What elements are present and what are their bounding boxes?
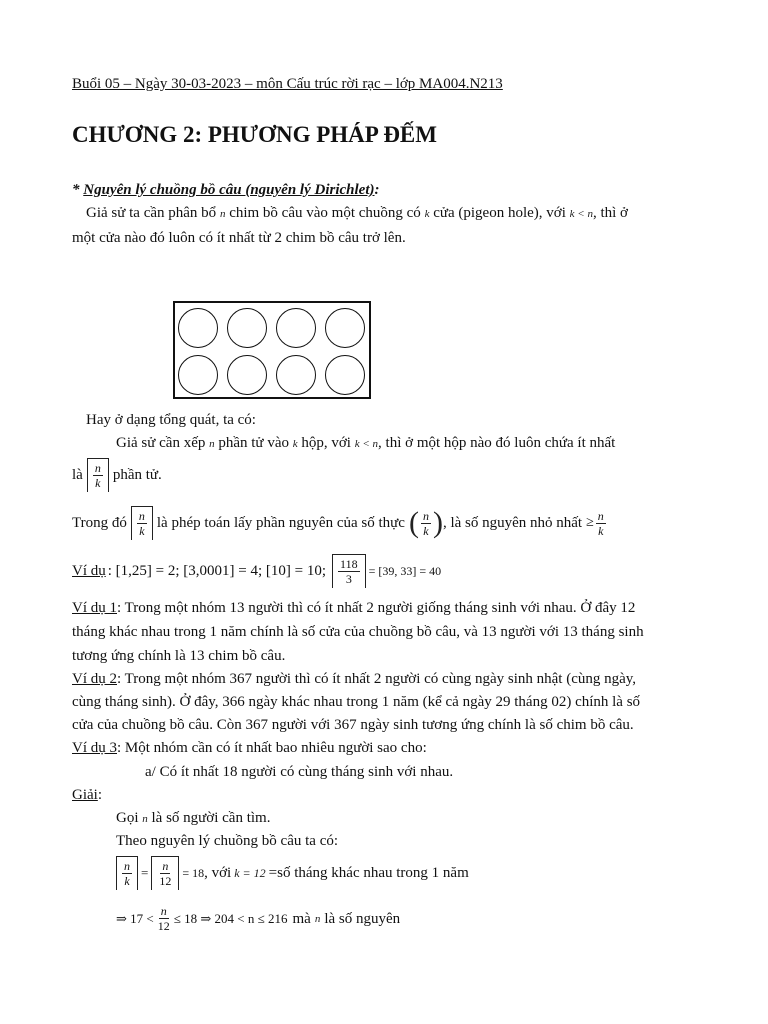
chapter-title: CHƯƠNG 2: PHƯƠNG PHÁP ĐẾM xyxy=(72,122,437,147)
pigeonhole-circle xyxy=(178,355,218,395)
ceiling-118-over-3: $\frac{118}{3}$ xyxy=(332,554,366,588)
pigeonhole-circle xyxy=(227,308,267,348)
intro-line-1: Giả sử ta cần phân bổ n chim bồ câu vào một chuồng có k cửa (pigeon hole), với k < n, thì ở xyxy=(86,205,628,221)
section-colon: : xyxy=(374,182,380,198)
ceiling-n-over-k: $\frac{n}{k}$ xyxy=(131,506,153,540)
solution-inequality: ⇒ 17 < $\frac{n}{12}$ ≤ 18 ⇒ 204 < n ≤ 216 mà n là số nguyên xyxy=(116,904,401,933)
example-2-line-3: cửa của chuồng bồ câu. Còn 367 người với 367 ngày sinh tương ứng chính là số chim bồ câu. xyxy=(72,717,634,733)
solution-line-2: Theo nguyên lý chuồng bồ câu ta có: xyxy=(116,833,339,849)
ceiling-n-over-k: $\frac{n}{k}$ xyxy=(87,458,109,492)
example-0: Ví dụ : [1,25] = 2; [3,0001] = 4; [10] = 10; $\frac{118}{3}$ = [39, 33] = 40 xyxy=(72,554,441,588)
section-heading xyxy=(72,180,380,200)
example-3-line-1: Ví dụ 3: Một nhóm cần có ít nhất bao nhiêu người sao cho: xyxy=(72,740,427,756)
math-k-lt-n: k < n xyxy=(569,208,593,220)
section-star: * xyxy=(72,182,84,198)
pigeonhole-diagram xyxy=(173,301,371,399)
section-heading-text: Nguyên lý chuồng bồ câu (nguyên lý Dirichlet) xyxy=(83,182,375,198)
pigeonhole-circle xyxy=(227,355,267,395)
pigeonhole-circle xyxy=(276,308,316,348)
example-1-line-2: tháng khác nhau trong 1 năm chính là số cửa của chuồng bồ câu, và 13 người với 13 tháng sinh xyxy=(72,624,644,640)
example-3-part-a: a/ Có ít nhất 18 người có cùng tháng sinh với nhau. xyxy=(145,764,454,780)
intro-line-2: một cửa nào đó luôn có ít nhất từ 2 chim bồ câu trở lên. xyxy=(72,230,406,246)
solution-line-1: Gọi n là số người cần tìm. xyxy=(116,810,271,826)
example-1-line-1: Ví dụ 1: Trong một nhóm 13 người thì có ít nhất 2 người giống tháng sinh với nhau. Ở đây 12 xyxy=(72,600,636,616)
solution-label: Giải: xyxy=(72,787,102,803)
general-line-3: là $\frac{n}{k}$ phần tử. xyxy=(72,458,162,492)
general-intro: Hay ở dạng tổng quát, ta có: xyxy=(86,412,256,428)
example-label: Ví dụ xyxy=(72,563,106,579)
solution-equation: $\frac{n}{k}$ = $\frac{n}{12}$ = 18 , với k = 12 =số tháng khác nhau trong 1 năm xyxy=(116,856,469,890)
page-header: Buổi 05 – Ngày 30-03-2023 – môn Cấu trúc rời rạc – lớp MA004.N213 xyxy=(72,76,503,92)
pigeonhole-circle xyxy=(325,308,365,348)
paren-n-over-k: ( $\frac{n}{k}$ ) xyxy=(408,506,443,539)
var-n: n xyxy=(219,208,226,220)
pigeonhole-circle xyxy=(276,355,316,395)
general-line-2: Giả sử cần xếp n phần tử vào k hộp, với k < n, thì ở một hộp nào đó luôn chứa ít nhất xyxy=(116,435,616,451)
pigeonhole-circle xyxy=(325,355,365,395)
example-1-line-3: tương ứng chính là 13 chim bồ câu. xyxy=(72,648,286,664)
pigeonhole-circle xyxy=(178,308,218,348)
var-k: k xyxy=(424,208,430,220)
ceiling-n-over-k: $\frac{n}{k}$ xyxy=(116,856,138,890)
example-2-line-2: cùng tháng sinh). Ở đây, 366 ngày khác nhau trong 1 năm (kể cả ngày 29 tháng 02) chính là số xyxy=(72,694,641,710)
definition-line: Trong đó $\frac{n}{k}$ là phép toán lấy phần nguyên của số thực ( $\frac{n}{k}$ ) , là số nguyên nhỏ nhất ≥ $\frac{n}{k}$ xyxy=(72,506,604,539)
ceiling-n-over-12: $\frac{n}{12}$ xyxy=(151,856,179,890)
example-2-line-1: Ví dụ 2: Trong một nhóm 367 người thì có ít nhất 2 người có cùng ngày sinh nhật (cùng ngày, xyxy=(72,671,637,687)
